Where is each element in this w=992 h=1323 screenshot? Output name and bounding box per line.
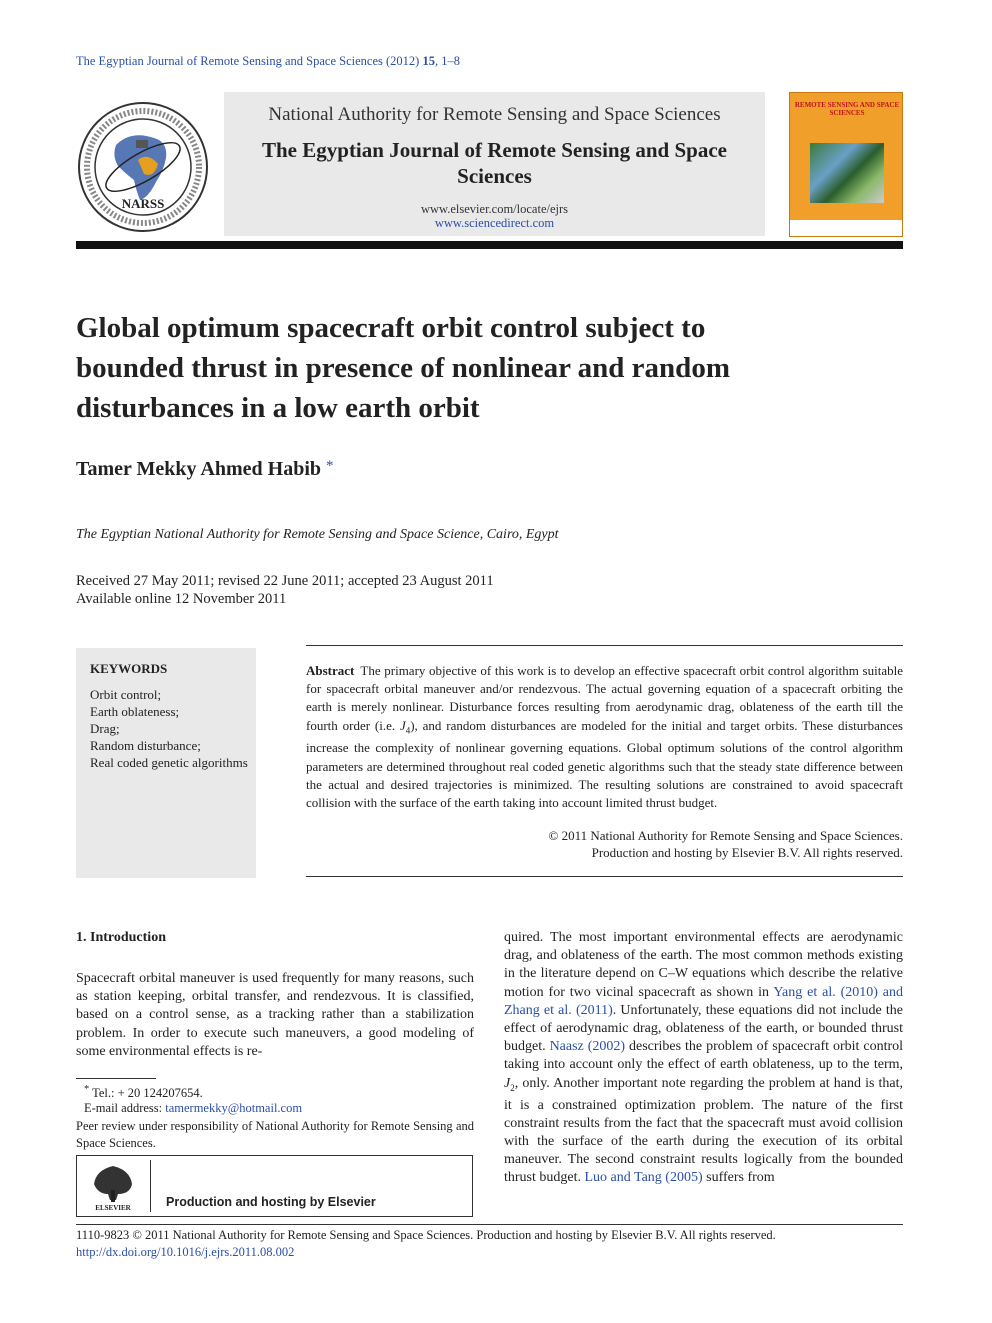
article-title: Global optimum spacecraft orbit control subject to bounded thrust in presence of nonlinear and random disturbances in a low earth orbit	[76, 312, 730, 424]
ref-zhang-2011[interactable]: Zhang et al. (2011)	[504, 1002, 613, 1018]
elsevier-logo-word: ELSEVIER	[95, 1204, 131, 1212]
copyright-line-1: © 2011 National Authority for Remote Sensing and Space Sciences.	[548, 828, 903, 843]
col2-text-c: describes the problem of spacecraft orbit control taking into account only the effect of earth oblateness, up to the term,	[504, 1039, 904, 1073]
abstract-text-b: ), and random disturbances are modeled for the initial and target orbits. These disturbances increase the complexity of nonlinear governing equations. Global optimum solutions of the control algorithm parameters are determined throughout real coded genetic algorithms such that the steady state difference between the actual and desired trajectories is minimized. The resulting solutions are constrained to avoid spacecraft collision with the surface of the earth taking into account limited thrust budget.	[306, 717, 903, 811]
citation-volume: 15	[422, 54, 435, 68]
header-organization: National Authority for Remote Sensing and Space Sciences	[268, 104, 721, 125]
ref-yang-2010[interactable]: Yang et al. (2010)	[773, 984, 878, 1000]
footnote-mark: *	[84, 1084, 90, 1095]
email-link[interactable]: tamermekky@hotmail.com	[165, 1101, 303, 1115]
header-url-sciencedirect[interactable]: www.sciencedirect.com	[434, 216, 555, 230]
doi-link[interactable]: http://dx.doi.org/10.1016/j.ejrs.2011.08.002	[76, 1245, 295, 1259]
col2-j-sub: 2	[510, 1082, 515, 1093]
footnote-peer-review: Peer review under responsibility of National Authority for Remote Sensing and Space Sciences.	[76, 1119, 474, 1150]
abstract-text-a: The primary objective of this work is to develop an effective spacecraft orbit control algorithm suitable for spacecraft orbital maneuver and/or rendezvous. The actual governing equation of a spacecraft orbiting the earth is merely nonlinear. Disturbance forces resulting from aerodynamic drag, oblateness of the earth till the fourth order (i.e.	[306, 663, 903, 733]
narss-logo	[76, 100, 211, 235]
footer-rule	[76, 1224, 903, 1225]
keyword-item: Drag;	[90, 721, 120, 736]
abstract-rule-top	[306, 645, 903, 646]
author-name: Tamer Mekky Ahmed Habib	[76, 458, 322, 480]
footnote-tel	[84, 1084, 203, 1101]
received-dates: Received 27 May 2011; revised 22 June 2011; accepted 23 August 2011	[76, 573, 494, 589]
abstract-label: Abstract	[306, 663, 355, 678]
col2-text-d: , only. Another important note regarding the problem at hand is that, it is a constrained optimization problem. The nature of the first constraint results from the fact that the spacecraft must avoid collision with the surface of the earth during the execution of its orbital maneuver. The second constraint results logically from the bounded thrust budget.	[504, 1075, 903, 1186]
citation-pages: 1–8	[441, 54, 460, 68]
citation-journal: The Egyptian Journal of Remote Sensing and Space Sciences (2012)	[76, 54, 420, 68]
col2-text-b: . Unfortunately, these equations did not include the effect of aerodynamic drag, oblateness of the earth, or bounded thrust budget.	[504, 1002, 904, 1055]
abstract-rule-bottom	[306, 876, 903, 877]
intro-column-2	[504, 929, 903, 1188]
abstract	[306, 662, 903, 812]
ref-luo-tang-2005[interactable]: Luo and Tang (2005)	[584, 1170, 703, 1186]
keyword-item: Real coded genetic algorithms	[90, 755, 248, 770]
cover-satellite-image	[810, 143, 884, 203]
col2-text-a: quired. The most important environmental effects are aerodynamic drag, and oblateness of the earth. The most common methods existing in the literature depend on C–W equations which describe the relative motion for two vicinal spacecraft as shown in	[504, 930, 903, 1000]
email-label: E-mail address:	[84, 1101, 166, 1115]
header-journal-title: The Egyptian Journal of Remote Sensing and Space Sciences	[262, 138, 727, 188]
header-url-locate[interactable]: www.elsevier.com/locate/ejrs	[420, 202, 569, 216]
cover-footer	[790, 220, 903, 236]
journal-cover-thumbnail	[789, 92, 903, 237]
author-line	[76, 458, 334, 481]
keywords-heading: KEYWORDS	[90, 661, 168, 676]
footnote-rule	[76, 1078, 156, 1079]
footnote-tel-text: Tel.: + 20 124207654.	[92, 1086, 203, 1101]
elsevier-divider	[150, 1160, 151, 1212]
elsevier-hosting-text: Production and hosting by Elsevier	[166, 1195, 376, 1209]
article-dates	[76, 572, 494, 608]
logo-text: NARSS	[121, 196, 165, 211]
col2-j-symbol: J	[504, 1075, 511, 1091]
affiliation: The Egyptian National Authority for Remote Sensing and Space Science, Cairo, Egypt	[76, 527, 559, 542]
abstract-j-sub: 4	[405, 725, 411, 736]
journal-citation: The Egyptian Journal of Remote Sensing and Space Sciences (2012) 15, 1–8	[76, 54, 460, 68]
ref-naasz-2002[interactable]: Naasz (2002)	[549, 1039, 626, 1055]
footnote-email	[84, 1101, 302, 1116]
copyright-line-2: Production and hosting by Elsevier B.V. All rights reserved.	[591, 845, 903, 860]
cover-title: REMOTE SENSING AND SPACE SCIENCES	[794, 101, 900, 117]
keyword-item: Orbit control;	[90, 687, 162, 702]
col2-text-e: suffers from	[702, 1170, 775, 1186]
abstract-j-symbol: J	[399, 717, 406, 733]
intro-column-1: Spacecraft orbital maneuver is used frequently for many reasons, such as station keeping, orbital transfer, and rendezvous. It is classified, based on a control sense, as a tracking rather than a stabilization problem. In order to execute such maneuvers, a good modeling of some environmental effects is re-	[76, 971, 474, 1059]
header-rule	[76, 241, 903, 249]
keyword-item: Random disturbance;	[90, 738, 201, 753]
issn-copyright: 1110-9823 © 2011 National Authority for Remote Sensing and Space Sciences. Production and hosting by Elsevier B.V. All rights reserved.	[76, 1228, 776, 1242]
abstract-copyright	[306, 827, 903, 861]
keyword-item: Earth oblateness;	[90, 704, 180, 719]
section-heading-introduction: 1. Introduction	[76, 930, 166, 945]
keywords-list	[90, 686, 250, 771]
elsevier-tree-logo	[86, 1160, 140, 1212]
available-online: Available online 12 November 2011	[76, 591, 287, 607]
author-footnote-mark[interactable]: *	[326, 458, 334, 474]
ref-and: and	[877, 984, 903, 1000]
